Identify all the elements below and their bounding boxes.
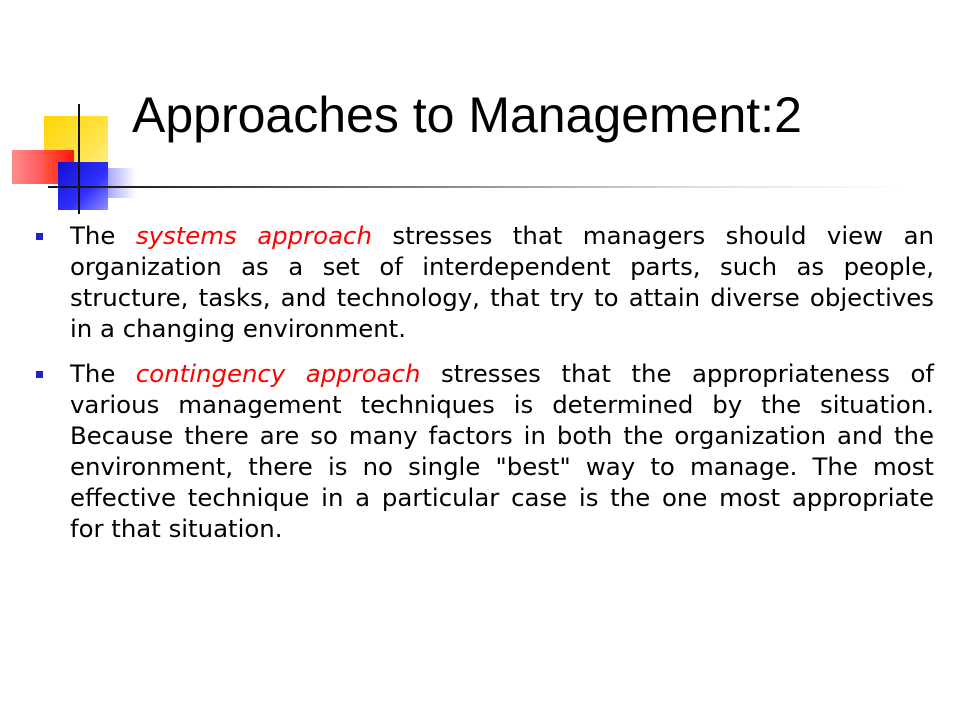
highlighted-term: contingency approach: [135, 359, 421, 388]
vertical-rule: [78, 104, 80, 214]
blue-fade-shape: [108, 168, 136, 198]
square-bullet-icon: [36, 233, 43, 240]
bullet-text-body: stresses that managers should view an organization as a set of interdependent parts, such as people, structure, tasks, and technology, that try to attain diverse objectives in a changing environment.: [70, 221, 934, 343]
bullet-list: [34, 220, 934, 558]
bullet-text-lead: The: [70, 221, 136, 250]
highlighted-term: systems approach: [135, 221, 372, 250]
square-bullet-icon: [36, 371, 43, 378]
bullet-item-systems-approach: [34, 220, 934, 344]
bullet-text-lead: The: [70, 359, 136, 388]
bullet-item-contingency-approach: [34, 358, 934, 544]
title-underline-rule: [48, 186, 908, 188]
slide-title: Approaches to Management:2: [132, 87, 802, 143]
bullet-text-body: stresses that the appropriateness of various management techniques is determined by the situation. Because there are so many factors in both the organization and the environment, there is no single "best" way to manage. The most effective technique in a particular case is the one most appropriate for that situation.: [70, 359, 935, 543]
